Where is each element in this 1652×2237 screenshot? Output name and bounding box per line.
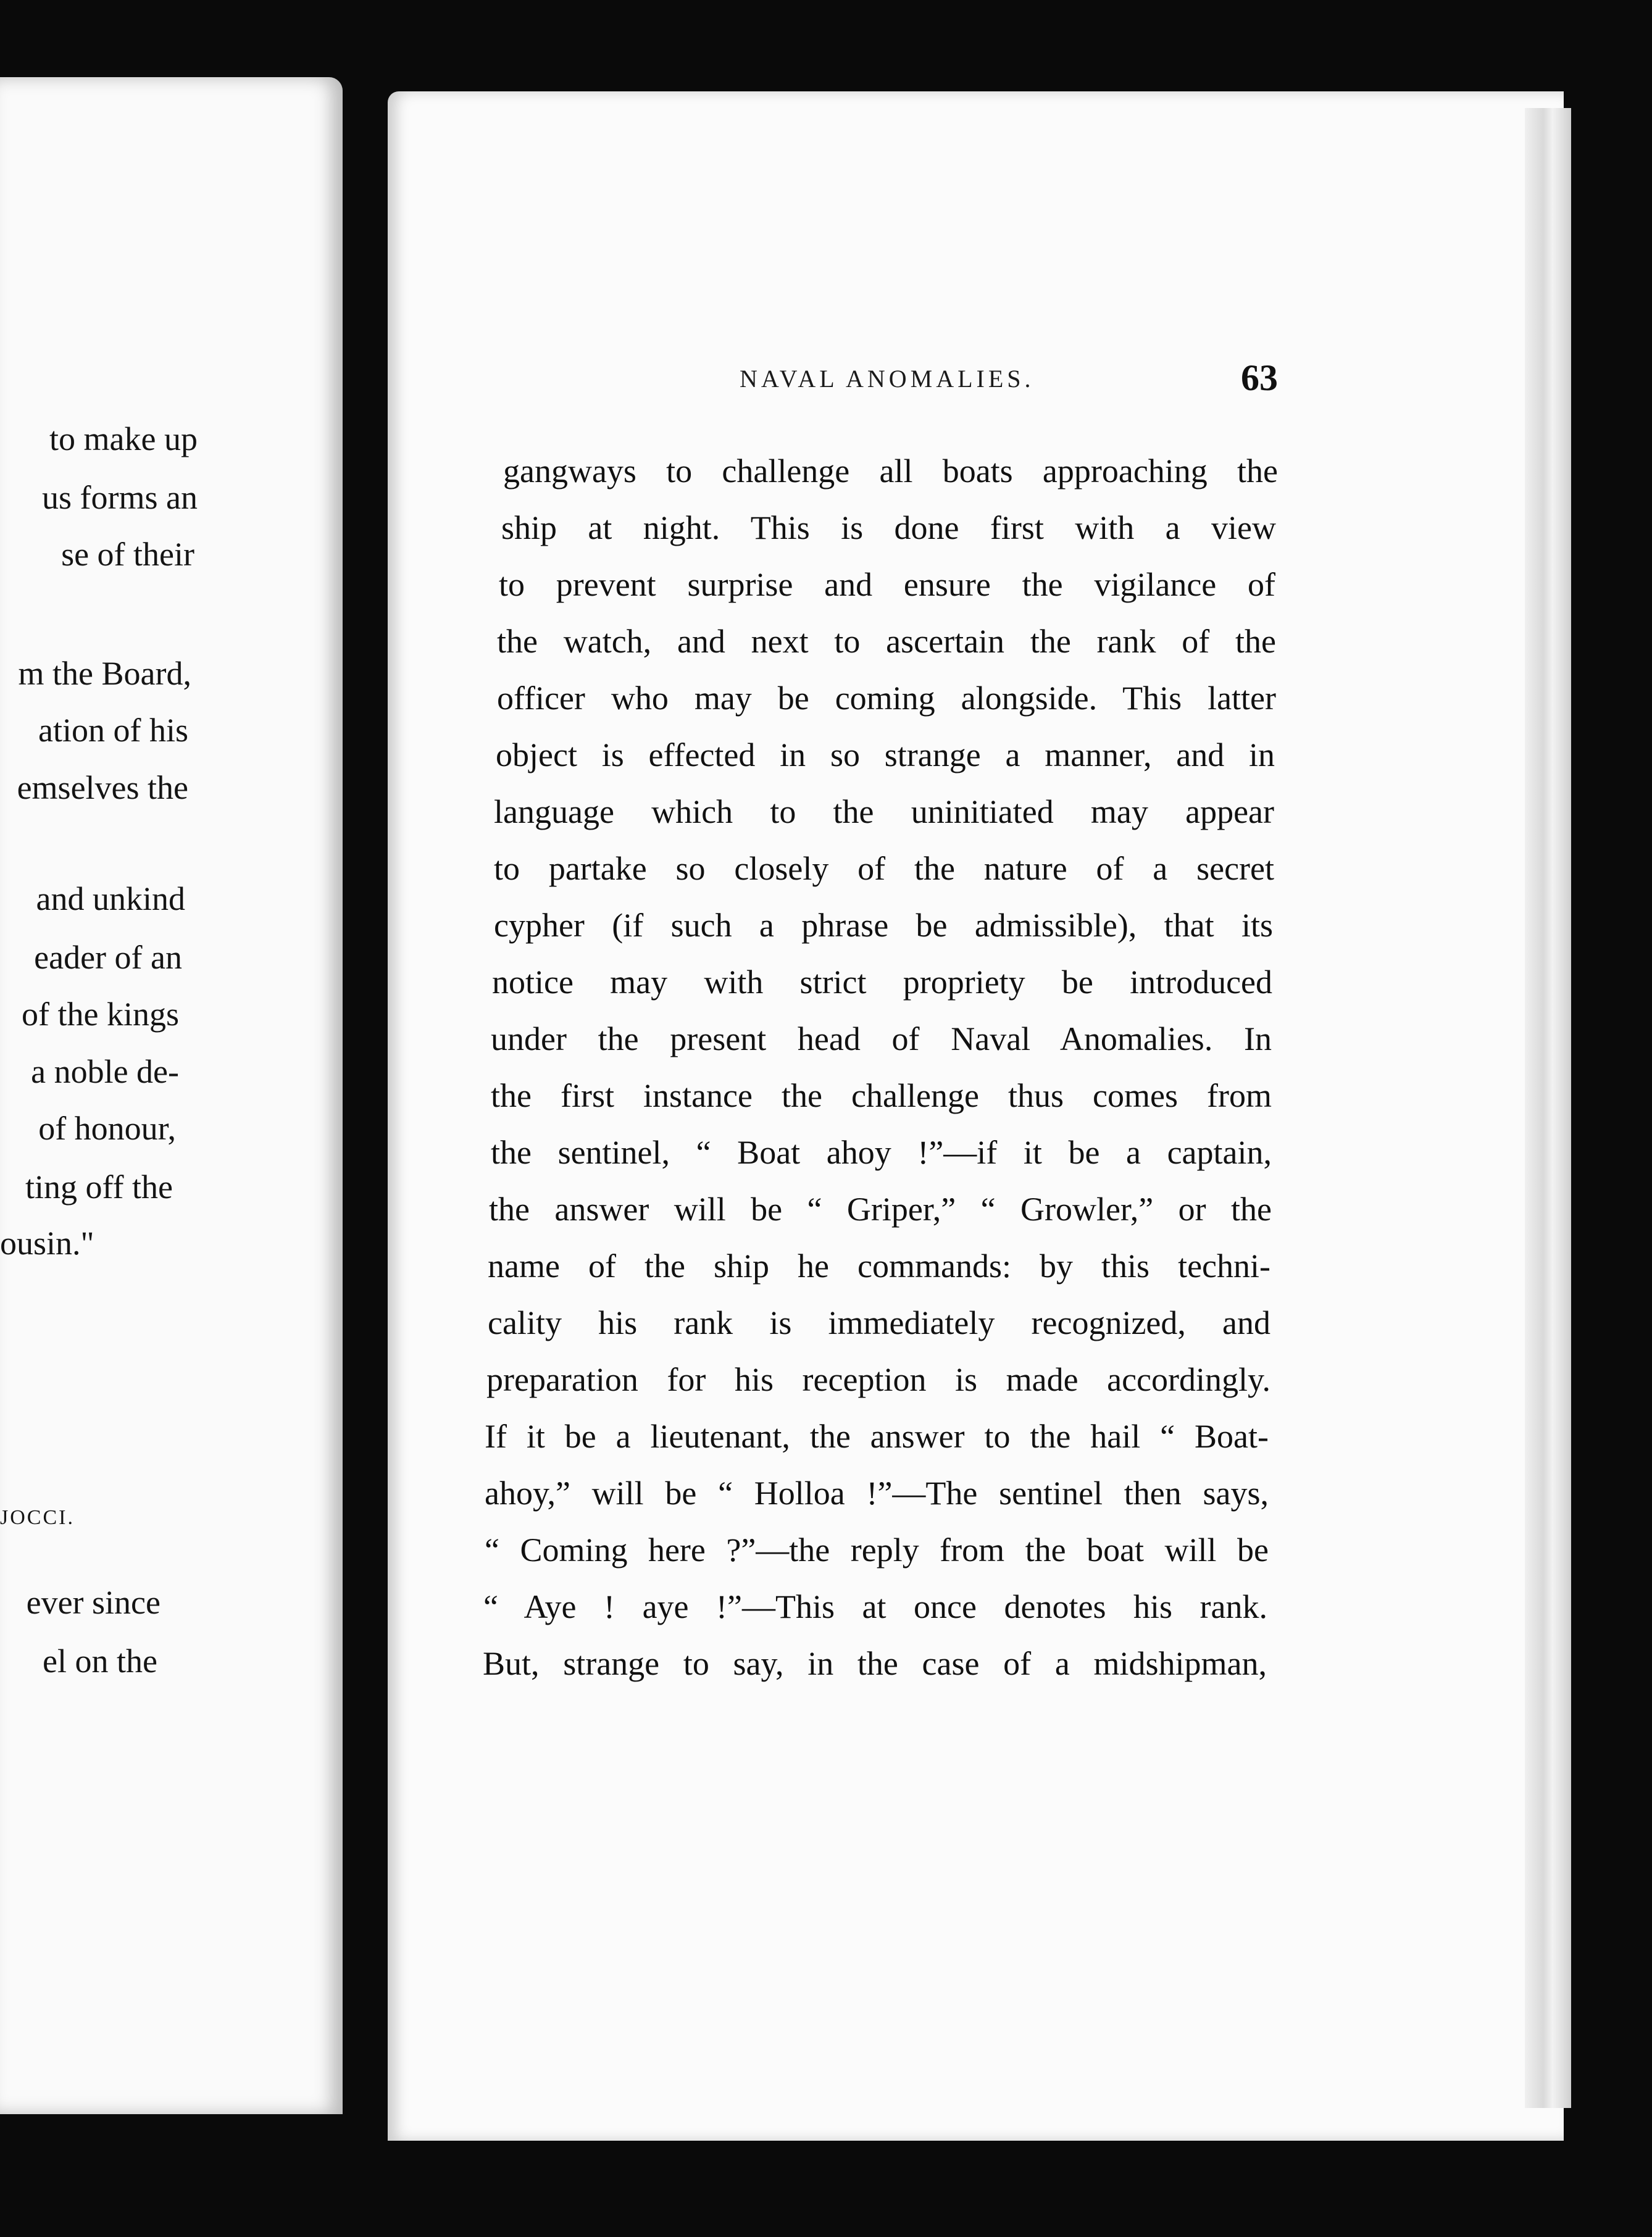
- body-line: preparation for his reception is made accordingly.: [486, 1361, 1270, 1398]
- left-line: el on the: [43, 1643, 157, 1680]
- left-line: eader of an: [34, 939, 182, 976]
- body-line: the watch, and next to ascertain the rank of the: [497, 623, 1276, 660]
- body-line: language which to the uninitiated may appear: [494, 793, 1274, 830]
- body-line: under the present head of Naval Anomalies. In: [491, 1020, 1272, 1057]
- body-line: cality his rank is immediately recognized, and: [488, 1304, 1270, 1341]
- left-line: ever since: [26, 1584, 161, 1621]
- left-page: [0, 77, 343, 2114]
- body-line: “ Aye ! aye !”—This at once denotes his rank.: [483, 1588, 1267, 1625]
- left-line: se of their: [61, 536, 194, 573]
- left-line: and unkind: [36, 880, 185, 917]
- left-line: to make up: [49, 420, 198, 457]
- body-line: If it be a lieutenant, the answer to the hail “ Boat-: [485, 1418, 1269, 1455]
- body-line: object is effected in so strange a manner, and in: [496, 736, 1275, 773]
- body-line: ahoy,” will be “ Holloa !”—The sentinel then says,: [485, 1475, 1269, 1512]
- body-line: to partake so closely of the nature of a secret: [494, 850, 1274, 887]
- body-line: But, strange to say, in the case of a midshipman,: [483, 1645, 1267, 1682]
- running-head: NAVAL ANOMALIES.: [740, 365, 1035, 393]
- left-line: ousin.": [0, 1225, 94, 1262]
- body-line: gangways to challenge all boats approaching the: [503, 452, 1278, 489]
- right-page: [388, 91, 1564, 2141]
- body-line: officer who may be coming alongside. This latter: [497, 680, 1276, 717]
- left-line: of the kings: [22, 996, 179, 1033]
- left-line: ting off the: [25, 1168, 173, 1206]
- body-line: to prevent surprise and ensure the vigilance of: [499, 566, 1275, 603]
- body-line: cypher (if such a phrase be admissible), that its: [494, 907, 1273, 944]
- body-line: the sentinel, “ Boat ahoy !”—if it be a captain,: [491, 1134, 1272, 1171]
- left-line: a noble de-: [31, 1053, 179, 1090]
- page-edge: [1525, 108, 1571, 2108]
- body-line: ship at night. This is done first with a view: [501, 509, 1276, 546]
- left-line: JOCCI.: [0, 1506, 75, 1529]
- page-number: 63: [1241, 357, 1278, 398]
- left-line: of honour,: [38, 1110, 176, 1147]
- body-line: notice may with strict propriety be introduced: [492, 964, 1272, 1001]
- left-line: ation of his: [38, 712, 188, 749]
- body-line: name of the ship he commands: by this techni-: [488, 1248, 1270, 1285]
- body-line: “ Coming here ?”—the reply from the boat will be: [485, 1531, 1269, 1568]
- body-line: the first instance the challenge thus comes from: [491, 1077, 1272, 1114]
- left-line: emselves the: [17, 769, 188, 806]
- body-line: the answer will be “ Griper,” “ Growler,” or the: [489, 1191, 1272, 1228]
- left-line: m the Board,: [18, 655, 191, 692]
- left-line: us forms an: [42, 479, 198, 516]
